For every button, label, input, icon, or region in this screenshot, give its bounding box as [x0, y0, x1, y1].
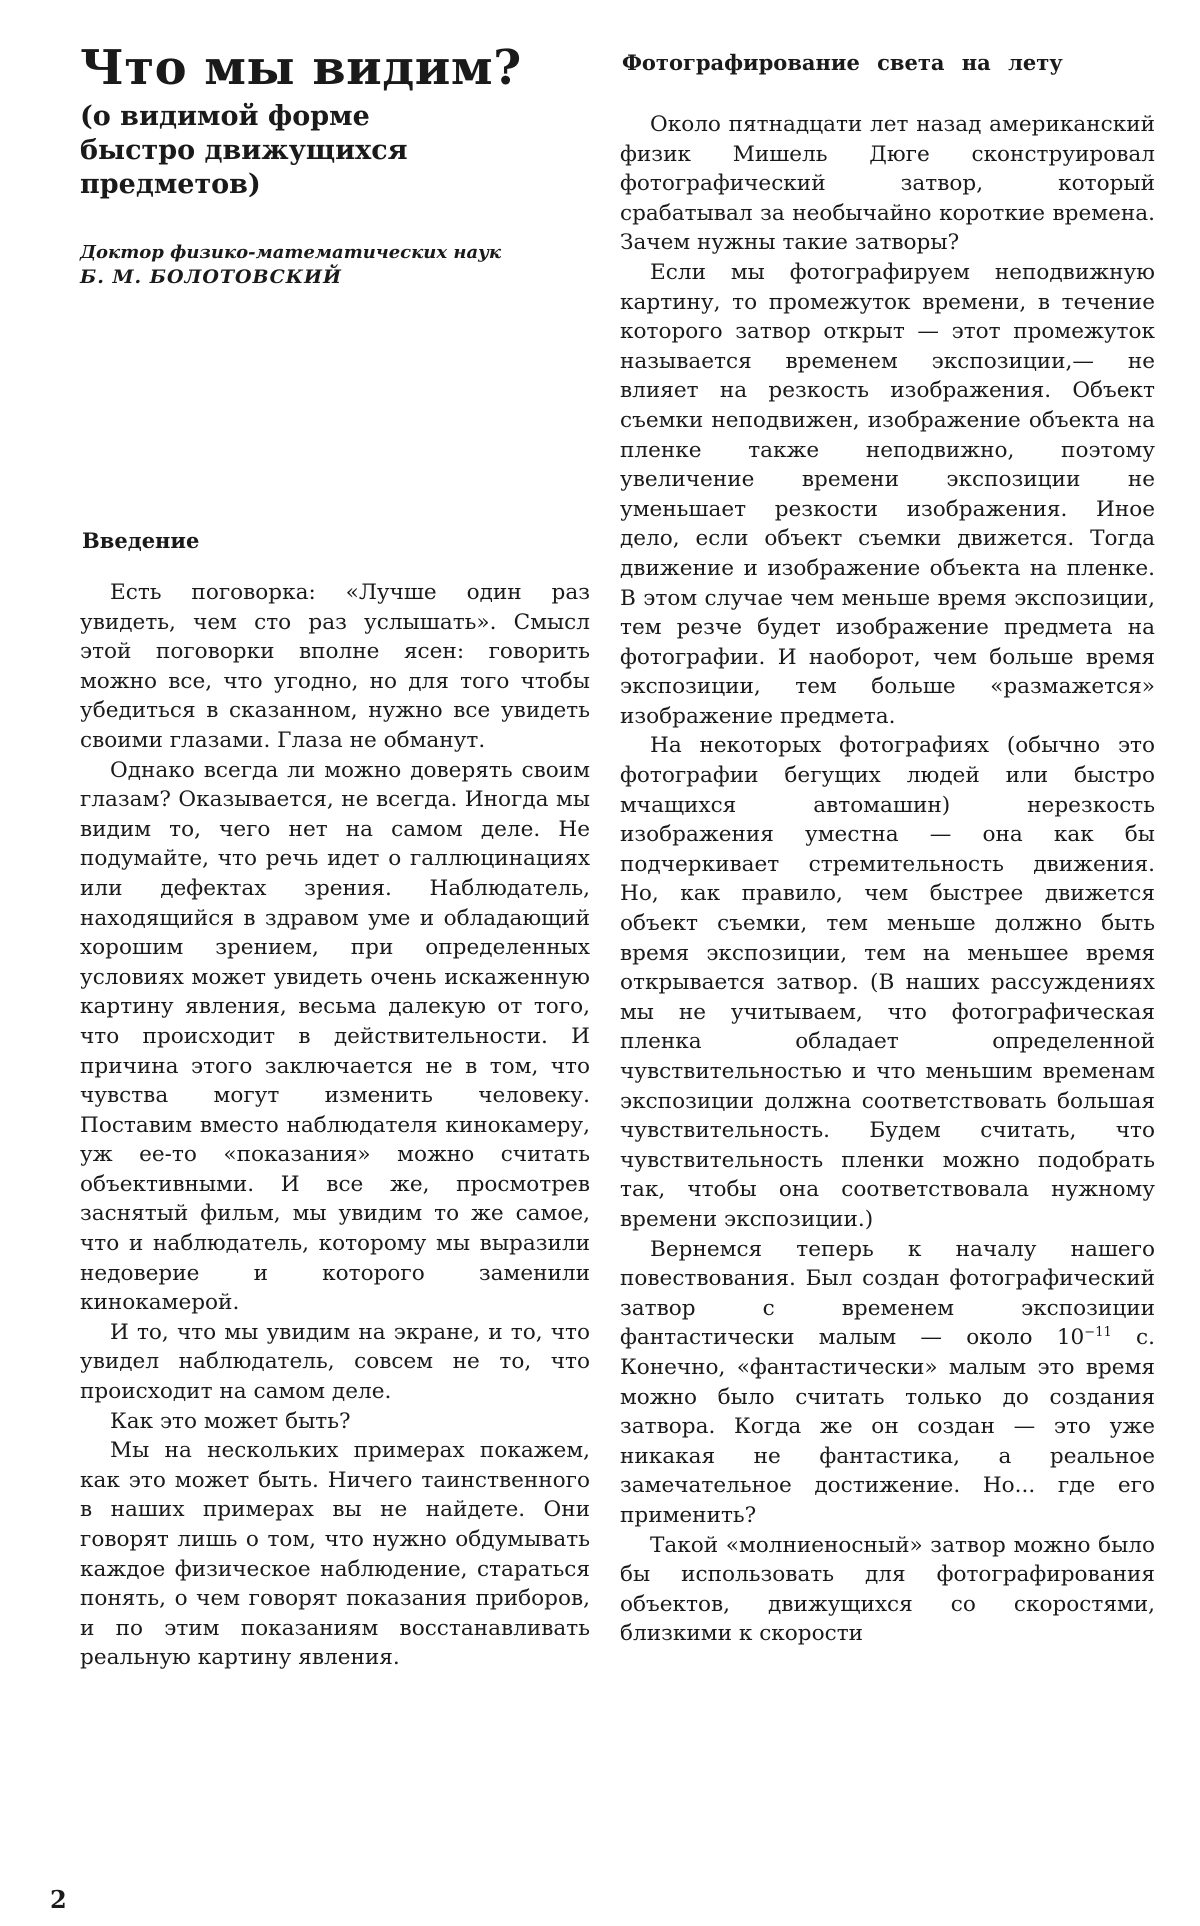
paragraph: Около пятнадцати лет назад американский физик Мишель Дюге сконструировал фотографический затвор, который срабатывал за необычайно короткие времена. Зачем нужны такие затворы?: [620, 112, 1155, 256]
section-heading-photography: Фотографирование света на лету: [622, 50, 1063, 75]
paragraph: Мы на нескольких примерах покажем, как это может быть. Ничего таинственного в наших примерах вы не найдете. Они говорят лишь о том, что нужно обдумывать каждое физическое наблюдение, стараться понять, о чем говорят показания приборов, и по этим показаниям восстанавливать реальную картину явления.: [80, 1438, 590, 1671]
left-column-text: [80, 578, 590, 1673]
article-subtitle: (о видимой форме быстро движущихся предметов): [80, 101, 408, 200]
exponent-base: 10: [1056, 1325, 1085, 1351]
paragraph-part: с. Конечно, «фантастически» малым это время можно было считать только до создания затвора. Когда же он создан — это уже никакая не фантастика, а реальное замечательное достижение. Но... где его применить?: [620, 1325, 1155, 1528]
paragraph: На некоторых фотографиях (обычно это фотографии бегущих людей или быстро мчащихся автомашин) нерезкость изображения уместна — она как бы подчеркивает стремительность движения. Но, как правило, чем быстрее движется объект съемки, тем меньше должно быть время экспозиции, тем на меньшее время открывается затвор. (В наших рассуждениях мы не учитываем, что фотографическая пленка обладает определенной чувствительностью и что меньшим временам экспозиции должна соответствовать большая чувствительность. Будем считать, что чувствительность пленки можно подобрать так, чтобы она соответствовала нужному времени экспозиции.): [620, 733, 1155, 1232]
paragraph: Как это может быть?: [110, 1408, 351, 1434]
paragraph: Такой «молниеносный» затвор можно было бы использовать для фотографирования объектов, движущихся со скоростями, близкими к скорости: [620, 1532, 1155, 1647]
right-column-text: [620, 110, 1155, 1649]
exponent-power: −11: [1084, 1325, 1112, 1341]
paragraph-with-exponent: [620, 1235, 1155, 1531]
paragraph: Если мы фотографируем неподвижную картину, то промежуток времени, в течение которого затвор открыт — этот промежуток называется временем экспозиции,— не влияет на резкость изображения. Объект съемки неподвижен, изображение объекта на пленке также неподвижно, поэтому увеличение времени экспозиции не уменьшает резкости изображения. Иное дело, если объект съемки движется. Тогда движение и изображение объекта на пленке. В этом случае чем меньше время экспозиции, тем резче будет изображение предмета на фотографии. И наоборот, чем больше время экспозиции, тем больше «размажется» изображение предмета.: [620, 259, 1155, 729]
article-title: Что мы видим?: [80, 40, 522, 96]
author-name: Б. М. БОЛОТОВСКИЙ: [80, 266, 342, 288]
section-heading-introduction: Введение: [82, 528, 200, 553]
paragraph: И то, что мы увидим на экране, и то, что увидел наблюдатель, совсем не то, что происходит на самом деле.: [80, 1319, 590, 1405]
paragraph-part: Вернемся теперь к началу нашего повествования. Был создан фотографический затвор с временем экспозиции фантастически малым — около: [620, 1236, 1155, 1351]
paragraph: Есть поговорка: «Лучше один раз увидеть, чем сто раз услышать». Смысл этой поговорки вполне ясен: говорить можно все, что угодно, но для того чтобы убедиться в сказанном, нужно все увидеть своими глазами. Глаза не обманут.: [80, 580, 590, 753]
author-role: Доктор физико-математических наук: [80, 242, 502, 263]
page-number: 2: [50, 1885, 67, 1914]
paragraph: Однако всегда ли можно доверять своим глазам? Оказывается, не всегда. Иногда мы видим то, чего нет на самом деле. Не подумайте, что речь идет о галлюцинациях или дефектах зрения. Наблюдатель, находящийся в здравом уме и обладающий хорошим зрением, при определенных условиях может увидеть очень искаженную картину явления, весьма далекую от того, что происходит в действительности. И причина этого заключается не в том, что чувства могут изменить человеку. Поставим вместо наблюдателя кинокамеру, уж ее-то «показания» можно считать объективными. И все же, просмотрев заснятый фильм, мы увидим то же самое, что и наблюдатель, которому мы выразили недоверие и которого заменили кинокамерой.: [80, 757, 590, 1316]
